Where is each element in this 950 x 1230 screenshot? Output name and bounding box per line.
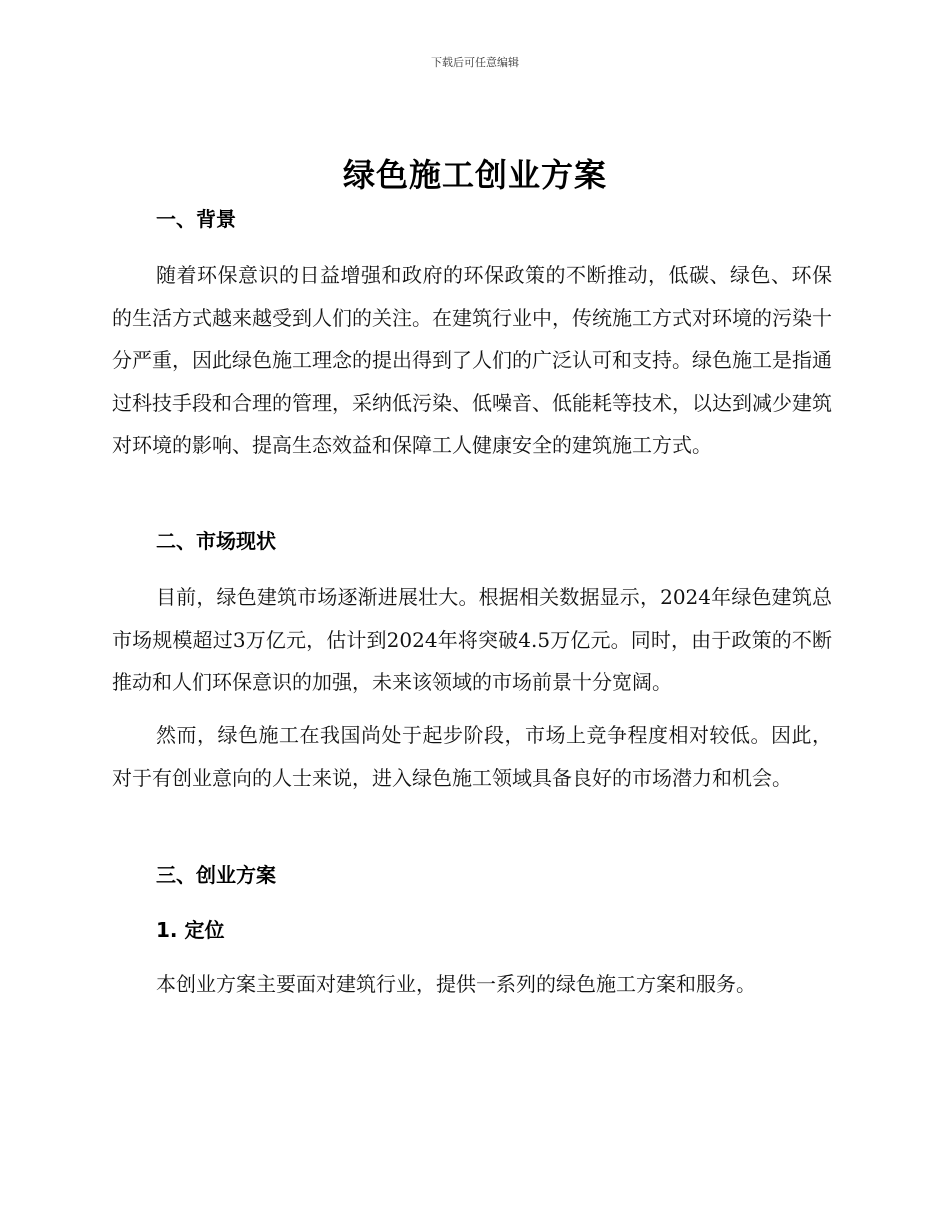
section-heading: 二、市场现状 [156,529,276,553]
paragraph: 目前，绿色建筑市场逐渐进展壮大。根据相关数据显示，2024年绿色建筑总市场规模超过3万亿元，估计到2024年将突破4.5万亿元。同时，由于政策的不断推动和人们环保意识的加强，未来该领域的市场前景十分宽阔。 [112,585,832,694]
section-market-status-body [112,576,832,704]
subsection-positioning [112,916,832,944]
subsection-heading: 1. 定位 [156,918,225,942]
paragraph: 本创业方案主要面对建筑行业，提供一系列的绿色施工方案和服务。 [156,972,756,996]
section-market-status-body-2 [112,714,832,799]
section-background-body [112,254,832,467]
document-title: 绿色施工创业方案 [342,156,607,194]
section-heading: 三、创业方案 [156,863,276,887]
page-header-note: 下载后可任意编辑 [431,56,519,69]
section-market-status [112,527,832,555]
section-heading: 一、背景 [156,207,236,231]
paragraph: 然而，绿色施工在我国尚处于起步阶段，市场上竞争程度相对较低。因此，对于有创业意向的人士来说，进入绿色施工领域具备良好的市场潜力和机会。 [112,723,832,790]
subsection-positioning-body [112,963,832,1006]
paragraph: 随着环保意识的日益增强和政府的环保政策的不断推动，低碳、绿色、环保的生活方式越来越受到人们的关注。在建筑行业中，传统施工方式对环境的污染十分严重，因此绿色施工理念的提出得到了人们的广泛认可和支持。绿色施工是指通过科技手段和合理的管理，采纳低污染、低噪音、低能耗等技术，以达到减少建筑对环境的影响、提高生态效益和保障工人健康安全的建筑施工方式。 [112,263,832,457]
section-business-plan [112,861,832,889]
section-background [112,205,832,233]
